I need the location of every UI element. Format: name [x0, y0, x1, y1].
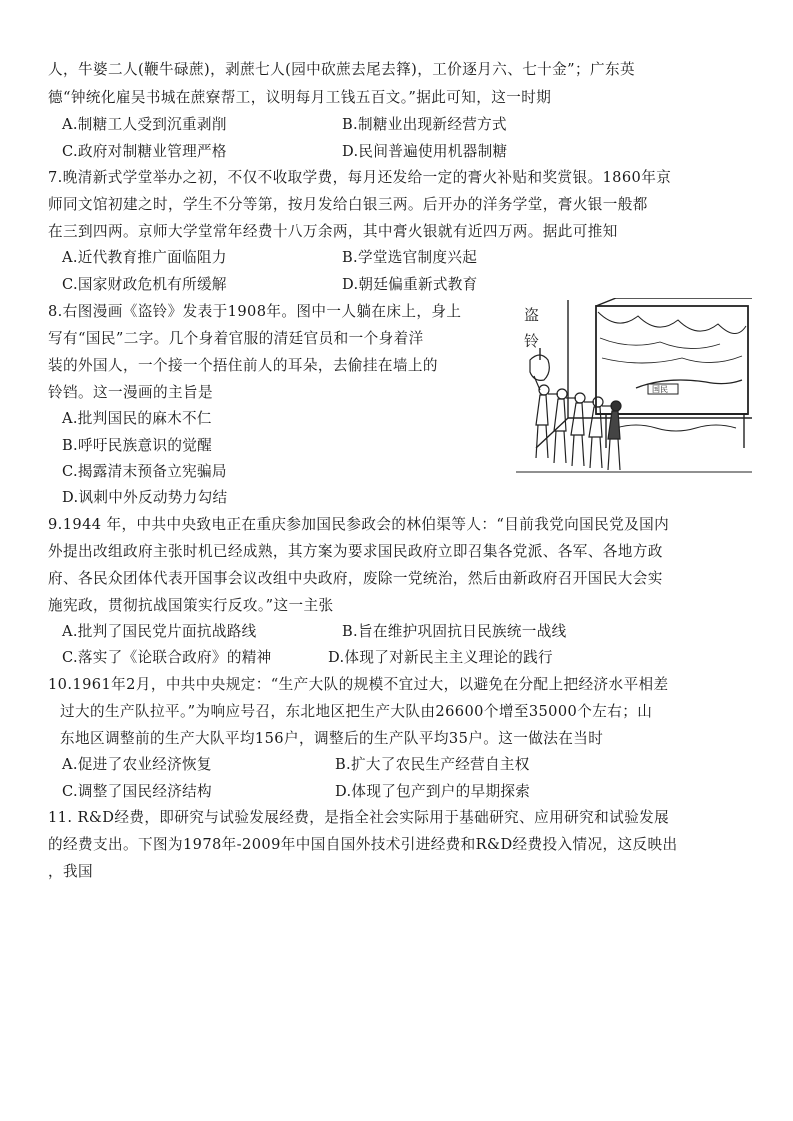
- q11-line-3: ，我国: [48, 863, 93, 880]
- q10-option-c[interactable]: C.调整了国民经济结构: [62, 783, 212, 800]
- cartoon-stealing-bell: [516, 298, 752, 478]
- q9-option-b[interactable]: B.旨在维护巩固抗日民族统一战线: [342, 623, 567, 640]
- q9-line-2: 外提出改组政府主张时机已经成熟，其方案为要求国民政府立即召集各党派、各军、各地方政: [48, 543, 663, 560]
- q7-option-b[interactable]: B.学堂选官制度兴起: [342, 249, 478, 266]
- q7-option-a[interactable]: A.近代教育推广面临阻力: [62, 249, 227, 266]
- q10-option-a[interactable]: A.促进了农业经济恢复: [62, 756, 212, 773]
- q11-line-2: 的经费支出。下图为1978年-2009年中国自国外技术引进经费和R&D经费投入情况，这反映出: [48, 836, 678, 853]
- q8-line-1: 8.右图漫画《盗铃》发表于1908年。图中一人躺在床上，身上: [48, 303, 462, 320]
- q8-option-c[interactable]: C.揭露清末预备立宪骗局: [62, 463, 227, 480]
- q9-line-3: 府、各民众团体代表开国事会议改组中央政府，废除一党统治，然后由新政府召开国民大会实: [48, 570, 663, 587]
- q11-line-1: 11. R&D经费，即研究与试验发展经费，是指全社会实际用于基础研究、应用研究和试验发展: [48, 809, 670, 826]
- q6-option-a[interactable]: A.制糖工人受到沉重剥削: [62, 116, 227, 133]
- q10-line-3: 东地区调整前的生产大队平均156户，调整后的生产队平均35户。这一做法在当时: [60, 730, 604, 747]
- cartoon-bed-label: 国民: [652, 385, 668, 394]
- cartoon-title: [524, 302, 548, 354]
- q10-line-2: 过大的生产队拉平。”为响应号召，东北地区把生产大队由26600个增至35000个左右；山: [60, 703, 653, 720]
- q9-option-c[interactable]: C.落实了《论联合政府》的精神: [62, 649, 272, 666]
- q6-line-1: 人，牛婆二人(鞭牛碌蔗)，剥蔗七人(园中砍蔗去尾去箨)，工价逐月六、七十金”；广东英: [48, 61, 636, 78]
- q8-option-b[interactable]: B.呼吁民族意识的觉醒: [62, 437, 213, 454]
- q7-option-d[interactable]: D.朝廷偏重新式教育: [342, 276, 478, 293]
- q8-option-d[interactable]: D.讽刺中外反动势力勾结: [62, 489, 228, 506]
- q9-line-1: 9.1944 年，中共中央致电正在重庆参加国民参政会的林伯渠等人：“目前我党向国民党及国内: [48, 516, 670, 533]
- q6-option-c[interactable]: C.政府对制糖业管理严格: [62, 143, 227, 160]
- q8-line-2: 写有“国民”二字。几个身着官服的清廷官员和一个身着洋: [48, 330, 424, 347]
- q7-line-2: 师同文馆初建之时，学生不分等第，按月发给白银三两。后开办的洋务学堂，膏火银一般都: [48, 196, 648, 213]
- cartoon-title-char-1: 盗: [524, 306, 540, 324]
- q10-option-b[interactable]: B.扩大了农民生产经营自主权: [335, 756, 530, 773]
- q6-line-2: 德“钟统化雇吴书城在蔗寮帮工，议明每月工钱五百文。”据此可知，这一时期: [48, 89, 552, 106]
- q7-line-3: 在三到四两。京师大学堂常年经费十八万余两，其中膏火银就有近四万两。据此可推知: [48, 223, 618, 240]
- q10-option-d[interactable]: D.体现了包产到户的早期探索: [335, 783, 531, 800]
- q8-option-a[interactable]: A.批判国民的麻木不仁: [62, 410, 212, 427]
- q6-option-d[interactable]: D.民间普遍使用机器制糖: [342, 143, 508, 160]
- q10-line-1: 10.1961年2月，中共中央规定：“生产大队的规模不宜过大，以避免在分配上把经济水平相差: [48, 676, 669, 693]
- q9-option-a[interactable]: A.批判了国民党片面抗战路线: [62, 623, 257, 640]
- q7-line-1: 7.晚清新式学堂举办之初，不仅不收取学费，每月还发给一定的膏火补贴和奖赏银。1860年京: [48, 169, 672, 186]
- cartoon-title-char-2: 铃: [524, 332, 540, 350]
- q9-option-d[interactable]: D.体现了对新民主主义理论的践行: [328, 649, 553, 666]
- q6-option-b[interactable]: B.制糖业出现新经营方式: [342, 116, 507, 133]
- q7-option-c[interactable]: C.国家财政危机有所缓解: [62, 276, 227, 293]
- q9-line-4: 施宪政，贯彻抗战国策实行反攻。”这一主张: [48, 597, 334, 614]
- q8-line-4: 铃铛。这一漫画的主旨是: [48, 384, 213, 401]
- q8-line-3: 装的外国人，一个接一个捂住前人的耳朵，去偷挂在墙上的: [48, 357, 438, 374]
